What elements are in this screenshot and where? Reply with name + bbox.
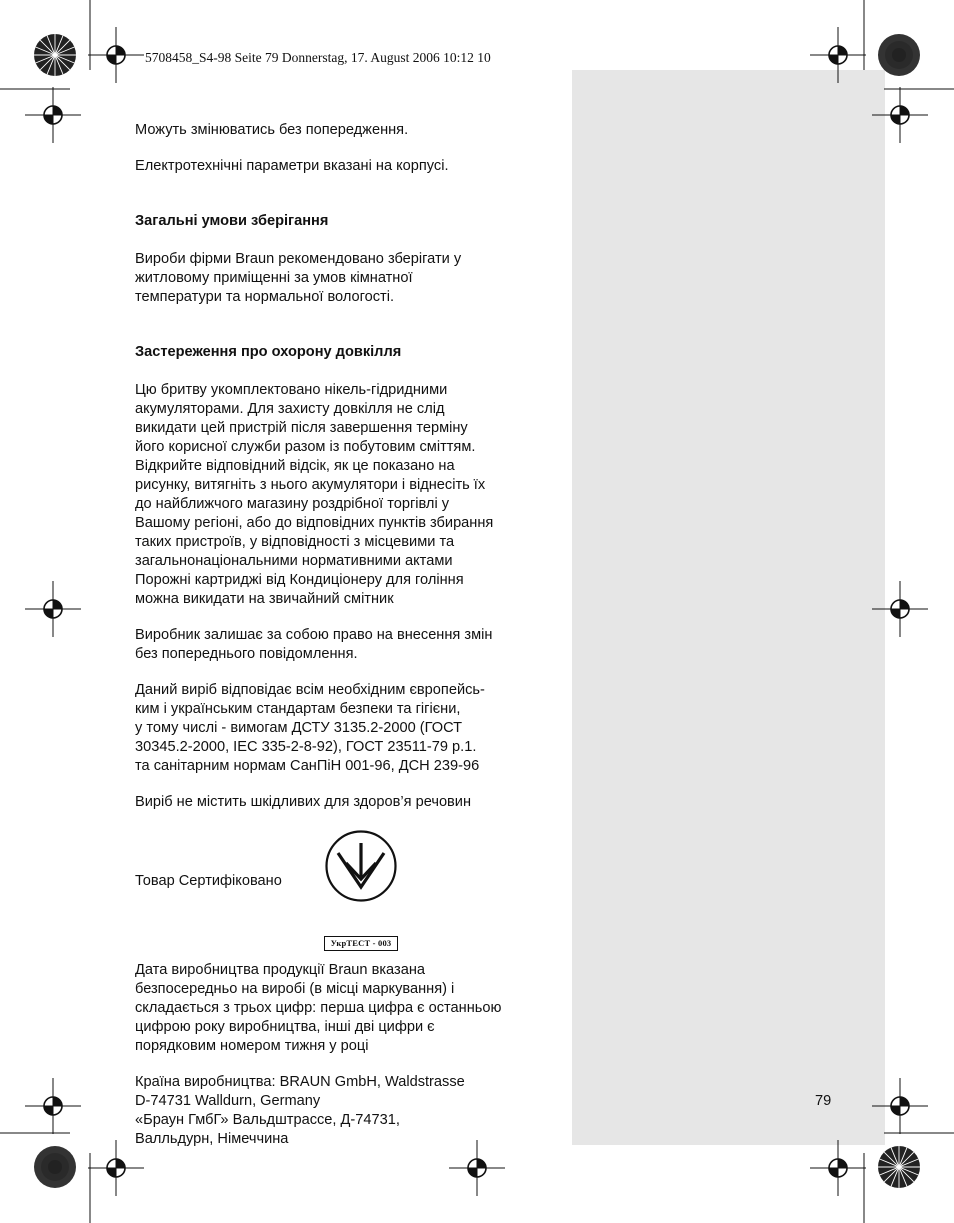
ukrtest-code: УкрТЕСТ - 003	[324, 936, 398, 951]
text-environment: Цю бритву укомплектовано нікель-гідридними акумуляторами. Для захисту довкілля не слід викидати цей пристрій після завершення терміну його корисної служби разом із побутовим сміттям. Відкрийте відповідний відсік, як це показано на рисунку, витягніть з нього акумулятори і віднесіть їх до найближчого магазину роздрібної торгівлі у Вашому регіоні, або до відповідних пунктів збирання таких пристроїв, у відповідності з місцевими та загальнонаціональними нормативними актами Порожні картриджі від Кондиціонеру для гоління можна викидати на звичайний смітник	[135, 382, 494, 607]
print-info-line: 5708458_S4-98 Seite 79 Donnerstag, 17. August 2006 10:12 10	[145, 50, 491, 65]
paragraph-production-date: Дата виробництва продукції Braun вказана безпосередньо на виробі (в місці маркування) і складається з трьох цифр: перша цифра є останньою цифрою року виробництва, інші дві цифри є порядковим номером тижня у році	[135, 962, 502, 1054]
certification-label: Товар Сертифіковано	[135, 873, 282, 889]
section-storage	[135, 193, 560, 307]
page-number: 79	[815, 1093, 832, 1109]
paragraph-country-of-origin: Країна виробництва: BRAUN GmbH, Waldstrasse D-74731 Walldurn, Germany «Браун ГмбГ» Вальдштрассе, Д-74731, Валльдурн, Німеччина	[135, 1074, 465, 1147]
paragraph-standards: Даний виріб відповідає всім необхідним європейсь- ким і українським стандартам безпеки та гігієни, у тому числі - вимогам ДСТУ 3135.2-2000 (ГОСТ 30345.2-2000, IEC 335-2-8-92), ГОСТ 23511-79 р.1. та санітарним нормам СанПіН 001-96, ДСН 239-96	[135, 682, 485, 774]
heading-environment: Застереження про охорону довкілля	[135, 344, 402, 360]
certification-row	[135, 829, 560, 961]
main-text	[135, 121, 560, 1166]
paragraph-harmless: Виріб не містить шкідливих для здоров’я речовин	[135, 794, 472, 810]
paragraph-changes-notice: Можуть змінюватись без попередження.	[135, 122, 409, 138]
paragraph-electrical-params: Електротехнічні параметри вказані на корпусі.	[135, 158, 449, 174]
text-storage: Вироби фірми Braun рекомендовано зберігати у житловому приміщенні за умов кімнатної температури та нормальної вологості.	[135, 251, 462, 305]
ukrtest-certification-mark-icon	[324, 829, 398, 903]
paragraph-manufacturer-rights: Виробник залишає за собою право на внесення змін без попереднього повідомлення.	[135, 627, 493, 662]
heading-storage: Загальні умови зберігання	[135, 213, 329, 229]
section-environment	[135, 324, 560, 609]
